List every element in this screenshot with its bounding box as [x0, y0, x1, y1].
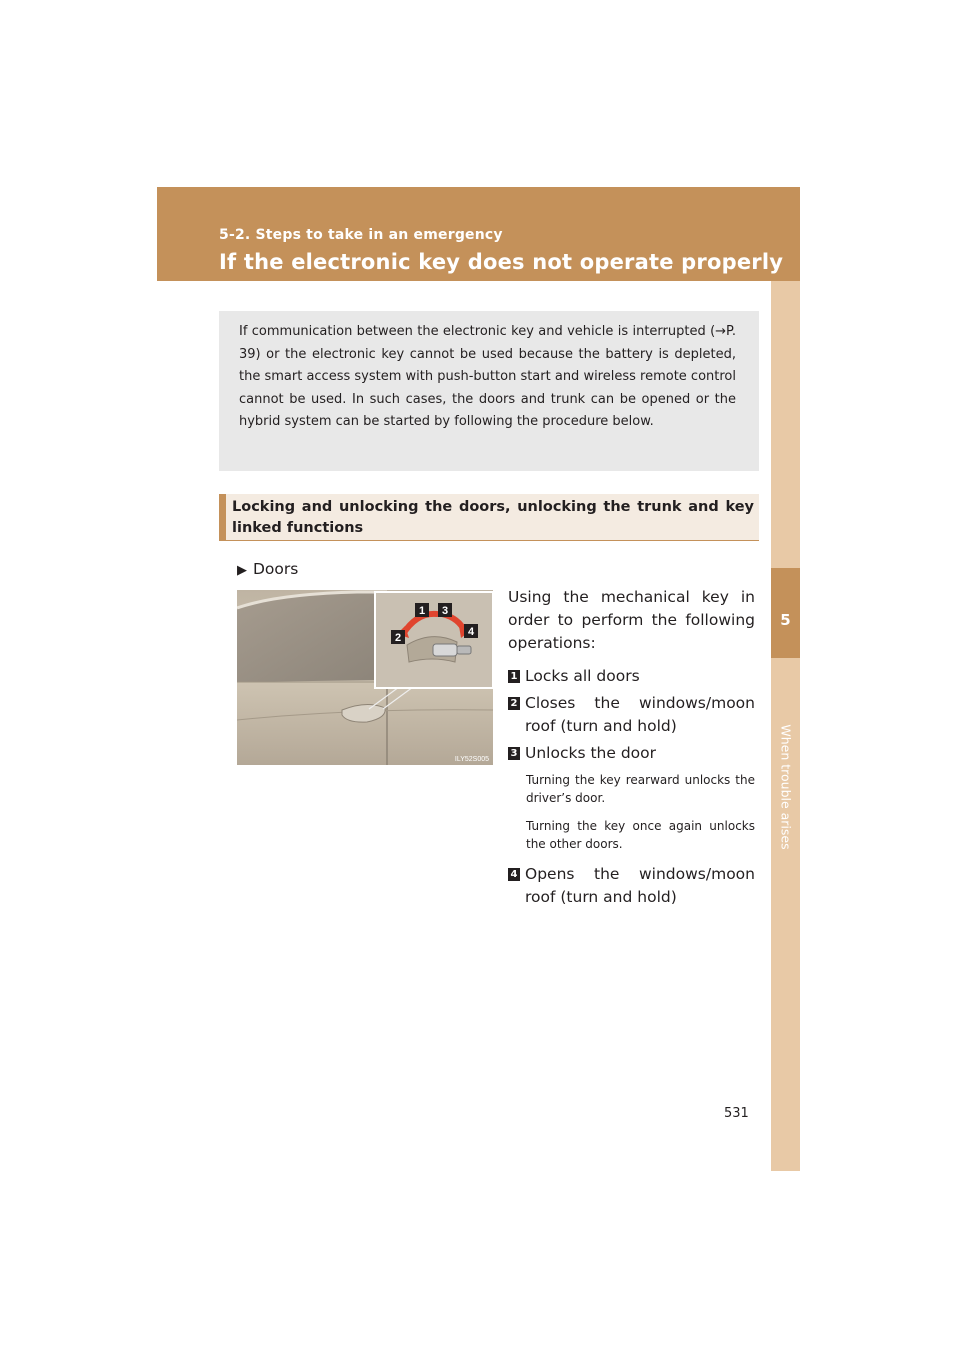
doors-bullet [237, 560, 298, 578]
svg-text:1: 1 [418, 605, 426, 617]
callout-4 [464, 624, 478, 638]
list-item-text: Unlocks the door [525, 744, 657, 762]
subsection-title: Locking and unlocking the doors, unlocking the trunk and key linked functions [232, 499, 754, 536]
chapter-title: When trouble arises [778, 724, 794, 850]
number-badge: 1 [508, 670, 520, 683]
callout-1 [415, 603, 429, 617]
list-item [508, 665, 755, 688]
chapter-number-box [771, 568, 800, 658]
list-item-text: Opens the windows/moon roof (turn and hold) [525, 865, 755, 906]
intro-box [219, 311, 759, 471]
page-number: 531 [724, 1106, 749, 1121]
subsection-heading [219, 494, 759, 541]
list-item [508, 742, 755, 765]
section-label: 5-2. Steps to take in an emergency [219, 227, 503, 243]
callout-2 [391, 630, 405, 644]
door-key-illustration [237, 590, 493, 765]
svg-text:2: 2 [394, 632, 402, 644]
chapter-number: 5 [780, 611, 791, 629]
subsection-accent [219, 494, 226, 541]
number-badge: 4 [508, 868, 520, 881]
list-item-text: Closes the windows/moon roof (turn and hold) [525, 694, 755, 735]
number-badge: 2 [508, 697, 520, 710]
image-code: ILY52S005 [454, 756, 489, 763]
doors-label: Doors [253, 560, 299, 578]
intro-text: If communication between the electronic key and vehicle is interrupted (→P. 39) or the electronic key cannot be used because the battery is depleted, the smart access system with push-button start and wireless remote control cannot be used. In such cases, the doors and trunk can be opened or the hybrid system can be started by following the procedure below. [239, 324, 736, 429]
list-item [508, 863, 755, 909]
svg-text:3: 3 [441, 605, 449, 617]
svg-text:4: 4 [467, 626, 475, 638]
list-item [508, 692, 755, 738]
note-text: Turning the key once again unlocks the other doors. [526, 819, 755, 851]
number-badge: 3 [508, 747, 520, 760]
doors-intro-text: Using the mechanical key in order to perform the following operations: [508, 588, 755, 652]
list-item-text: Locks all doors [525, 667, 640, 685]
triangle-bullet-icon: ▶ [237, 563, 247, 578]
page-title: If the electronic key does not operate properly [219, 250, 784, 274]
window-glass [237, 592, 387, 682]
callout-3 [438, 603, 452, 617]
note-text: Turning the key rearward unlocks the driver’s door. [526, 773, 755, 805]
header-bar [157, 187, 800, 281]
doors-description [508, 586, 755, 913]
mechanical-key [433, 644, 457, 656]
